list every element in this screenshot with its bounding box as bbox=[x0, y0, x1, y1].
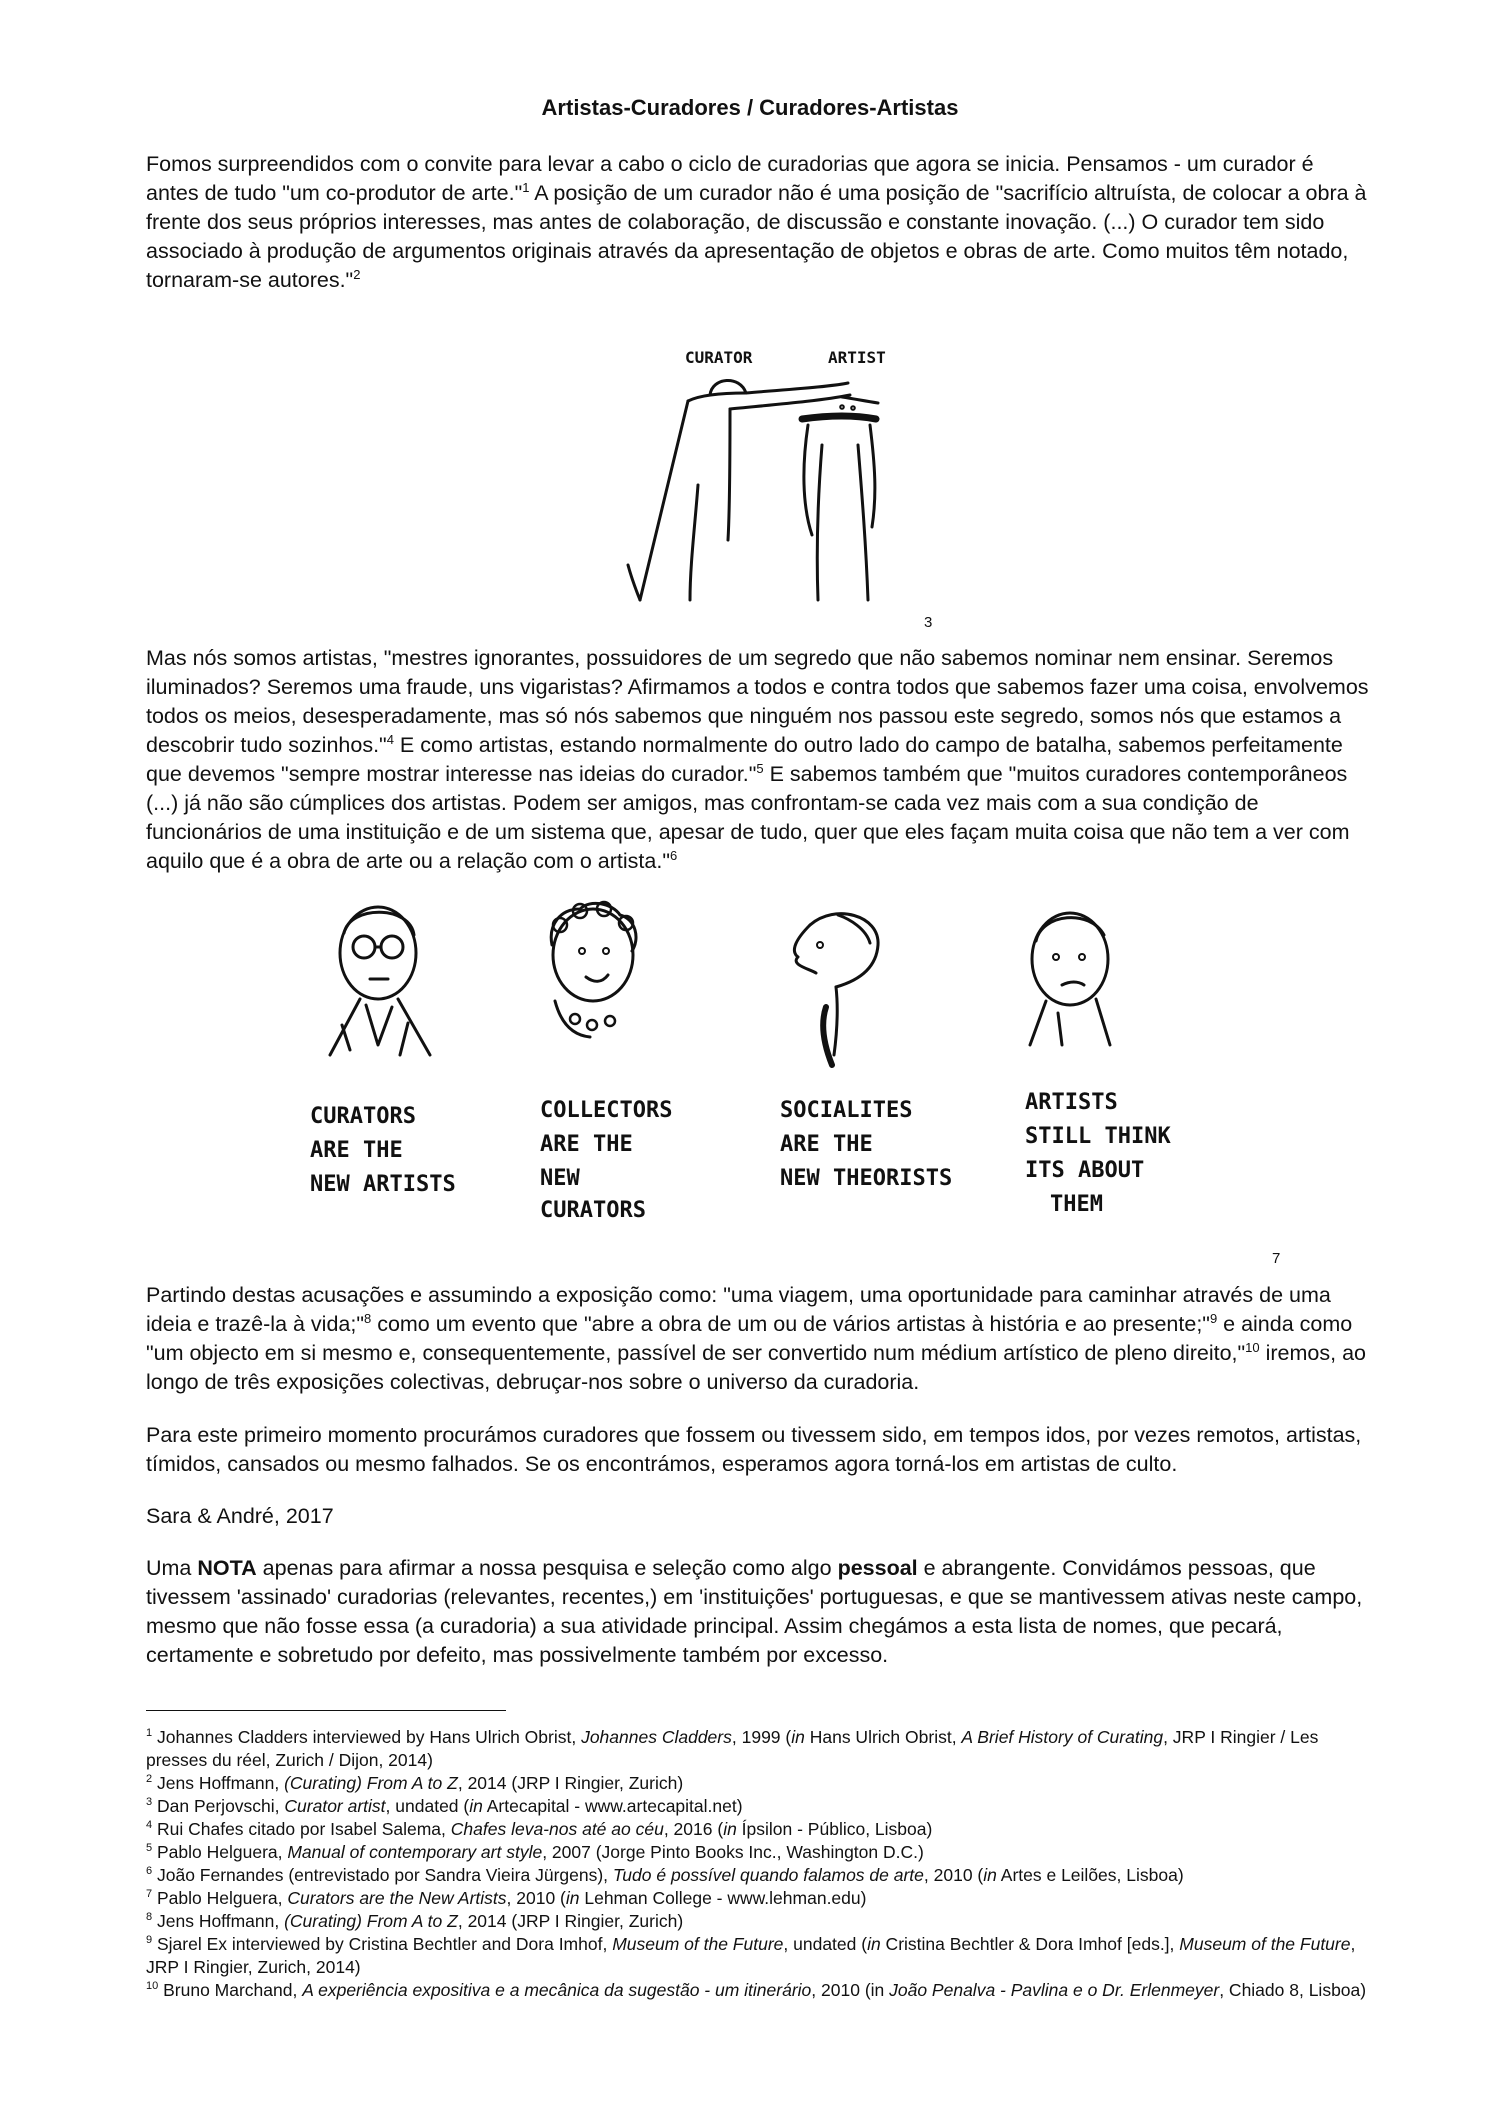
artists-paragraph bbox=[146, 644, 1371, 876]
footnote-ref[interactable]: 6 bbox=[669, 848, 678, 863]
footnote-5: $^5$ Pablo Helguera, Manual of contemporary art style, 2007 (Jorge Pinto Books Inc., Washington D.C.) bbox=[146, 1842, 924, 1862]
caption-curators: CURATORS ARE THE NEW ARTISTS bbox=[310, 1104, 456, 1197]
footnote-4: $^4$ Rui Chafes citado por Isabel Salema, Chafes leva-nos até ao céu, 2016 (in Ípsilon - Público, Lisboa) bbox=[146, 1819, 933, 1839]
footnote-ref[interactable]: 5 bbox=[756, 761, 764, 776]
footnote-3: $^3$ Dan Perjovschi, Curator artist, undated (in Artecapital - www.artecapital.net) bbox=[146, 1796, 743, 1816]
curator-portrait bbox=[330, 907, 430, 1055]
artist-label: ARTIST bbox=[828, 348, 886, 367]
first-moment-paragraph: Para este primeiro momento procurámos curadores que fossem ou tivessem sido, em tempos idos, por vezes remotos, artistas, tímidos, cansados ou mesmo falhados. Se os encontrámos, esperamos agora torná-los em artistas de culto. bbox=[146, 1423, 1362, 1476]
paragraph-text: E como artistas, estando normalmente do outro lado do campo de batalha, sabemos perfeitamente que devemos "sempre mostrar interesse nas ideias do curador." bbox=[146, 733, 1343, 786]
paragraph-text: A posição de um curador não é uma posição de "sacrifício altruísta, de colocar a obra à frente dos seus próprios interesses, mas antes de colaboração, de discussão e constante inovação. (...) O curador tem sido associado à produção de argumentos originais através da apresentação de objetos e obras de arte. Como muitos têm notado, tornaram-se autores." bbox=[146, 181, 1367, 292]
footnote-divider bbox=[146, 1710, 506, 1711]
curator-label: CURATOR bbox=[685, 348, 753, 367]
paragraph-text: como um evento que "abre a obra de um ou de vários artistas à história e ao presente;" bbox=[371, 1312, 1210, 1336]
figure-number: 3 bbox=[924, 614, 933, 631]
footnote-8: $^8$ Jens Hoffmann, (Curating) From A to Z, 2014 (JRP I Ringier, Zurich) bbox=[146, 1911, 684, 1931]
caption-socialites: SOCIALITES ARE THE NEW THEORISTS bbox=[780, 1098, 953, 1191]
page-title: Artistas-Curadores / Curadores-Artistas bbox=[541, 95, 959, 120]
exhibition-paragraph bbox=[146, 1281, 1371, 1397]
paragraph-text: Partindo destas acusações e assumindo a exposição como: "uma viagem, uma oportunidade para caminhar através de uma ideia e trazê-la à vida;" bbox=[146, 1283, 1331, 1336]
footnote-10: $^{10}$ Bruno Marchand, A experiência expositiva e a mecânica da sugestão - um itinerário, 2010 (in João Penalva - Pavlina e o Dr. Erlenmeyer, Chiado 8, Lisboa) bbox=[146, 1980, 1367, 2000]
caption-artists: ARTISTS STILL THINK ITS ABOUT THEM bbox=[1025, 1090, 1171, 1217]
personal-emphasis: pessoal bbox=[837, 1556, 918, 1580]
paragraph-text: Uma bbox=[146, 1556, 198, 1580]
collector-portrait bbox=[551, 902, 636, 1037]
footnote-ref[interactable]: 2 bbox=[353, 267, 361, 282]
socialite-portrait bbox=[794, 914, 878, 1065]
paragraph-text: Mas nós somos artistas, "mestres ignorantes, possuidores de um segredo que não sabemos nominar nem ensinar. Seremos iluminados? Seremos uma fraude, uns vigaristas? Afirmamos a todos e contra todos que sabemos fazer uma coisa, envolvemos todos os meios, desesperadamente, mas só nós sabemos que ninguém nos passou este segredo, somos nós que estamos a descobrir tudo sozinhos." bbox=[146, 646, 1369, 757]
paragraph-text: e abrangente. Convidámos pessoas, que tivessem 'assinado' curadorias (relevantes, recentes,) em 'instituições' portuguesas, e que se mantivessem ativas neste campo, mesmo que não fosse essa (a curadoria) a sua atividade principal. Assim chegámos a esta lista de nomes, que pecará, certamente e sobretudo por defeito, mas possivelmente também por excesso. bbox=[146, 1556, 1363, 1667]
footnote-ref[interactable]: 10 bbox=[1245, 1340, 1260, 1355]
caption-collectors: COLLECTORS ARE THE NEW CURATORS bbox=[540, 1098, 673, 1223]
footnote-ref[interactable]: 9 bbox=[1209, 1311, 1218, 1326]
signature: Sara & André, 2017 bbox=[146, 1504, 334, 1528]
footnote-2: $^2$ Jens Hoffmann, (Curating) From A to Z, 2014 (JRP I Ringier, Zurich) bbox=[146, 1773, 684, 1793]
footnote-1: $^1$ Johannes Cladders interviewed by Hans Ulrich Obrist, Johannes Cladders, 1999 (in Hans Ulrich Obrist, A Brief History of Curating, JRP I Ringier / Les presses du réel, Zurich / Dijon, 2014) bbox=[146, 1727, 1319, 1770]
paragraph-text: apenas para afirmar a nossa pesquisa e seleção como algo bbox=[256, 1556, 838, 1580]
note-emphasis: NOTA bbox=[197, 1556, 257, 1580]
footnote-ref[interactable]: 1 bbox=[522, 180, 530, 195]
curators-cartoon bbox=[290, 895, 1230, 1235]
paragraph-text: E sabemos também que "muitos curadores contemporâneos (...) já não são cúmplices dos artistas. Podem ser amigos, mas confrontam-se cada vez mais com a sua condição de funcionários de uma instituição e de um sistema que, apesar de tudo, quer que eles façam muita coisa que não tem a ver com aquilo que é a obra de arte ou a relação com o artista." bbox=[146, 762, 1350, 873]
paragraph-text: Fomos surpreendidos com o convite para levar a cabo o ciclo de curadorias que agora se inicia. Pensamos - um curador é antes de tudo "um co-produtor de arte." bbox=[146, 152, 1314, 205]
intro-paragraph bbox=[146, 150, 1371, 295]
paragraph-text: iremos, ao longo de três exposições colectivas, debruçar-nos sobre o universo da curadoria. bbox=[146, 1341, 1366, 1394]
artist-portrait bbox=[1030, 913, 1110, 1045]
footnote-ref[interactable]: 4 bbox=[386, 732, 394, 747]
curator-artist-drawing bbox=[580, 335, 920, 605]
footnote-ref[interactable]: 8 bbox=[363, 1311, 372, 1326]
figure-number: 7 bbox=[1272, 1250, 1281, 1267]
footnote-6: $^6$ João Fernandes (entrevistado por Sandra Vieira Jürgens), Tudo é possível quando falamos de arte, 2010 (in Artes e Leilões, Lisboa) bbox=[146, 1865, 1184, 1885]
footnote-9: $^9$ Sjarel Ex interviewed by Cristina Bechtler and Dora Imhof, Museum of the Future, undated (in Cristina Bechtler & Dora Imhof [eds.], Museum of the Future, JRP I Ringier, Zurich, 2014) bbox=[146, 1934, 1356, 1977]
note-paragraph bbox=[146, 1554, 1371, 1670]
paragraph-text: e ainda como "um objecto em si mesmo e, consequentemente, passível de ser convertido num médium artístico de pleno direito," bbox=[146, 1312, 1353, 1365]
footnote-7: $^7$ Pablo Helguera, Curators are the New Artists, 2010 (in Lehman College - www.lehman.edu) bbox=[146, 1888, 867, 1908]
